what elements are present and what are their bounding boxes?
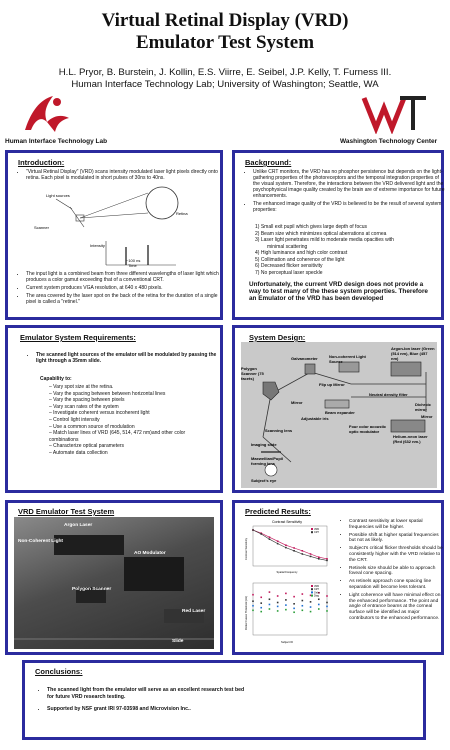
introduction-bullet: • The input light is a combined beam from three different wavelengths of laser light which produces a color gamut exceeding that of a conventional CRT. — [26, 271, 221, 283]
data-point — [302, 550, 304, 552]
label-subjects-eye: Subject's eye — [251, 478, 277, 483]
data-point — [326, 558, 328, 560]
legend-swatch — [311, 528, 313, 530]
data-point — [269, 608, 271, 610]
fig-intensity: Intensity — [90, 243, 105, 248]
data-point — [318, 558, 320, 560]
legend-label: VRD — [314, 528, 320, 531]
system-property: 2) Beam size which minimizes optical aberrations at cornea — [255, 230, 387, 237]
data-point — [252, 529, 254, 531]
introduction-title: Introduction: — [18, 158, 65, 167]
data-point — [269, 598, 271, 600]
capability-item: – Match laser lines of VRD (645, 514, 472 nm)and other color combinations — [49, 430, 209, 443]
data-point — [326, 602, 328, 604]
label-adjustable-iris: Adjustable iris — [301, 416, 329, 421]
conclusions-bullets — [37, 687, 247, 715]
data-point — [310, 556, 312, 558]
conclusions-bullet: • Supported by NSF grant IRI 97-03598 and Microvision Inc.. — [47, 706, 247, 713]
photo-label-argon: Argon Laser — [64, 523, 93, 528]
photo-panel-title: VRD Emulator Test System — [18, 507, 115, 516]
contrast-sensitivity-chart — [243, 517, 331, 575]
legend-label: CRT — [314, 588, 319, 592]
data-point — [285, 604, 287, 606]
photo-panel — [5, 500, 223, 655]
system-property: 6) Decreased flicker sensitivity — [255, 263, 323, 269]
legend-swatch — [311, 595, 313, 597]
data-point — [302, 610, 304, 612]
introduction-bullet: • The area covered by the laser spot on the back of the retina for the duration of a single pixel is called a "retinel." — [26, 293, 221, 305]
photo-label-aom: AO Modulator — [134, 551, 166, 556]
background-conclusion: Unfortunately, the current VRD design does not provide a way to test many of the these system properties. Therefore an Emulator of the VRD has been developed — [249, 281, 428, 303]
chart1-ylabel: Contrast Sensitivity — [245, 537, 248, 561]
data-point — [310, 606, 312, 608]
capability-item: – Use a common source of modulation — [49, 424, 209, 431]
wtc-logo-caption: Washington Technology Center — [340, 138, 438, 145]
data-point — [326, 606, 328, 608]
chart2-xlabel: Subject ID — [281, 641, 293, 644]
system-properties-list — [255, 224, 435, 276]
data-point — [277, 610, 279, 612]
authors: H.L. Pryor, B. Burstein, J. Kollin, E.S. Viirre, E. Seibel, J.P. Kelly, T. Furness III. — [58, 67, 392, 78]
affiliation: Human Interface Technology Lab; University of Washington; Seattle, WA — [71, 79, 379, 90]
series-line — [253, 530, 327, 559]
data-point — [269, 591, 271, 593]
legend-swatch — [311, 591, 313, 593]
wtc-logo-icon — [360, 92, 430, 134]
legend-swatch — [311, 531, 313, 533]
requirements-bullet: • The scanned light sources of the emulator will be modulated by passing the light through a 35mm slide. — [36, 352, 221, 364]
data-point — [269, 604, 271, 606]
conclusions-bullet: • The scanned light from the emulator will serve as an excellent research test bed for future VRD research testing. — [47, 687, 247, 700]
data-point — [260, 602, 262, 604]
data-point — [277, 606, 279, 608]
wtc-logo — [340, 90, 448, 145]
results-bullet: • Retinels size should be able to approach foveal cone spacing. — [349, 566, 445, 578]
chart2-ylabel: Flicker Fusion Threshold (Hz) — [245, 596, 248, 630]
capability-list — [40, 384, 209, 457]
label-aom: Four color acoustic optic modulator — [349, 424, 387, 434]
requirements-panel — [5, 325, 223, 493]
data-point — [318, 556, 320, 558]
hitlab-logo-icon — [17, 92, 77, 134]
data-point — [293, 550, 295, 552]
photo-label-red-laser: Red Laser — [182, 609, 206, 614]
legend-swatch — [311, 585, 313, 587]
authors-block — [0, 67, 450, 91]
capability-item: – Automate data collection — [49, 450, 209, 457]
label-mirror: Mirror — [291, 400, 303, 405]
results-bullet: • Contrast sensitivity at lower spatial frequencies will be higher. — [349, 519, 445, 531]
fig-pulse: ~100 ns — [126, 258, 141, 263]
data-point — [260, 607, 262, 609]
label-flip-mirror: Flip up Mirror — [319, 382, 345, 387]
photo-label-polygon: Polygon Scanner — [72, 587, 112, 592]
data-point — [302, 600, 304, 602]
introduction-panel — [5, 150, 223, 320]
data-point — [310, 553, 312, 555]
introduction-bullet: • "Virtual Retinal Display" (VRD) scans intensity modulated laser light pixels directly onto retina. Each pixel is modulated in short pulses of 30ns to 40ns. — [26, 169, 221, 181]
flicker-threshold-chart — [243, 579, 331, 645]
background-bullet: • Unlike CRT monitors, the VRD has no phosphor persistence but depends on the light-gathering properties of the photoreceptors and the temporal integration properties of the visual system. Therefore, the interactions between the VRD delivered light and the psychophysical image quality created by the brain are of extreme importance for future enhancements. — [253, 169, 445, 199]
data-point — [260, 597, 262, 599]
system-property: minimal scattering — [267, 243, 308, 250]
results-bullet: • Subject's critical flicker thresholds should be consistently higher with the VRD relative to the CRT. — [349, 546, 445, 563]
poster-title — [0, 10, 450, 54]
capability-item: – Vary spot size at the retina. — [49, 384, 209, 391]
predicted-results-title: Predicted Results: — [245, 507, 311, 516]
fig-light-sources: Light sources — [46, 193, 70, 198]
fig-retina: Retina — [176, 211, 188, 216]
photo-label-slide: Slide — [172, 639, 184, 644]
system-design-panel — [232, 325, 444, 493]
photo-label-noncoherent: Non-Coherent Light — [18, 539, 64, 544]
data-point — [293, 611, 295, 613]
label-polygon-scanner: Polygon Scanner (75 facets) — [241, 366, 264, 381]
label-imaging-slide: Imaging slide — [251, 442, 277, 447]
results-bullet: • Light coherence will have minimal effect on the enhanced performance. The point and angle of entrance beams at the corneal surface will be identified as major contributors to the enhanced performance. — [349, 593, 445, 622]
legend-label: VRD — [314, 585, 320, 588]
data-point — [269, 536, 271, 538]
system-design-title: System Design: — [249, 333, 306, 342]
conclusions-panel — [22, 660, 426, 740]
results-bullet: • As retinels approach cone spacing line separation will become less tolerant. — [349, 579, 445, 591]
label-neutral-density-filter: Neutral density filter — [369, 392, 408, 397]
data-point — [302, 593, 304, 595]
system-property: 1) Small exit pupil which gives large depth of focus — [255, 224, 368, 230]
introduction-bullet: • Current system produces VGA resolution, at 640 x 480 pixels. — [26, 285, 221, 291]
data-point — [285, 609, 287, 611]
data-point — [277, 595, 279, 597]
data-point — [318, 608, 320, 610]
background-bullets — [243, 169, 445, 215]
capability-item: – Characterize optical parameters — [49, 443, 209, 450]
system-design-diagram — [241, 342, 437, 488]
system-property: 5) Collimation and coherence of the light — [255, 256, 345, 263]
data-point — [269, 538, 271, 540]
data-point — [277, 540, 279, 542]
data-point — [302, 605, 304, 607]
data-point — [318, 604, 320, 606]
capability-item: – Control light intensity — [49, 417, 209, 424]
emulator-photo — [14, 517, 214, 649]
capability-item: – Investigate coherent versus incoherent light — [49, 410, 209, 417]
hitlab-logo — [5, 90, 130, 145]
background-title: Background: — [245, 158, 292, 167]
data-point — [293, 603, 295, 605]
chart1-title: Contrast Sensitivity — [272, 520, 302, 524]
background-bullet: • The enhanced image quality of the VRD is believed to be the result of several system properties: — [253, 201, 445, 213]
title-line-1: Virtual Retinal Display (VRD) — [101, 10, 349, 31]
hitlab-logo-caption: Human Interface Technology Lab — [5, 138, 108, 145]
capability-item: – Vary scan rates of the system — [49, 404, 209, 411]
data-point — [252, 605, 254, 607]
predicted-results-panel — [232, 500, 444, 655]
system-property: 3) Laser light penetrates mild to moderate media opacities with — [255, 237, 394, 243]
label-mirror-right: Mirror — [421, 414, 433, 419]
label-dichroic-mirror: Dichroic mirror — [415, 402, 432, 412]
results-bullet: • Possible shift at higher spatial frequencies but not as likely. — [349, 533, 445, 545]
data-point — [310, 611, 312, 613]
chart1-xlabel: Spatial Frequency — [276, 571, 298, 574]
capability-item: – Vary the spacing between pixels — [49, 397, 209, 404]
introduction-bullets-bottom — [16, 271, 221, 307]
data-point — [285, 544, 287, 546]
introduction-bullets-top — [16, 169, 221, 183]
label-galvanometer: Galvanometer — [291, 356, 318, 361]
data-point — [260, 533, 262, 535]
fig-scanner: Scanner — [34, 225, 49, 230]
background-panel — [232, 150, 444, 320]
data-point — [277, 543, 279, 545]
fig-time: Time — [128, 263, 137, 268]
data-point — [252, 594, 254, 596]
data-point — [326, 610, 328, 612]
data-point — [277, 602, 279, 604]
legend-label: Ortho — [314, 591, 320, 595]
data-point — [293, 596, 295, 598]
label-argon-laser: Argon-Ion laser (Green (514 nm), Blue (457 nm) — [391, 346, 435, 361]
data-point — [326, 560, 328, 562]
label-maxwellian-lens: Maxwellian/Pupil forming lens — [251, 456, 284, 466]
data-point — [326, 595, 328, 597]
data-point — [293, 547, 295, 549]
legend-swatch — [311, 588, 313, 590]
photo-equipment — [14, 517, 214, 649]
system-property: 7) No perceptual laser speckle — [255, 269, 323, 276]
data-point — [252, 600, 254, 602]
results-bullets — [339, 519, 445, 624]
data-point — [285, 547, 287, 549]
data-point — [285, 599, 287, 601]
data-point — [260, 611, 262, 613]
label-helium-neon-laser: Helium-neon laser (Red (632 nm.) — [393, 434, 428, 444]
label-scanning-lens: Scanning lens — [265, 428, 293, 433]
data-point — [285, 593, 287, 595]
data-point — [318, 598, 320, 600]
data-point — [302, 553, 304, 555]
capability-title: Capability to: — [40, 376, 72, 382]
system-property: 4) High luminance and high color contrast — [255, 250, 348, 256]
label-beam-expander: Beam expander — [325, 410, 355, 415]
requirements-title: Emulator System Requirements: — [20, 333, 136, 342]
title-line-2: Emulator Test System — [135, 32, 315, 53]
conclusions-title: Conclusions: — [35, 667, 83, 676]
legend-label: Diag — [314, 594, 319, 598]
requirements-bullets — [26, 352, 221, 366]
data-point — [293, 608, 295, 610]
data-point — [252, 610, 254, 612]
label-noncoherent-source: Non-coherent Light Source — [329, 354, 366, 364]
data-point — [310, 601, 312, 603]
capability-item: – Vary the spacing between between horizontal lines — [49, 391, 209, 398]
legend-label: CRT — [314, 531, 319, 535]
